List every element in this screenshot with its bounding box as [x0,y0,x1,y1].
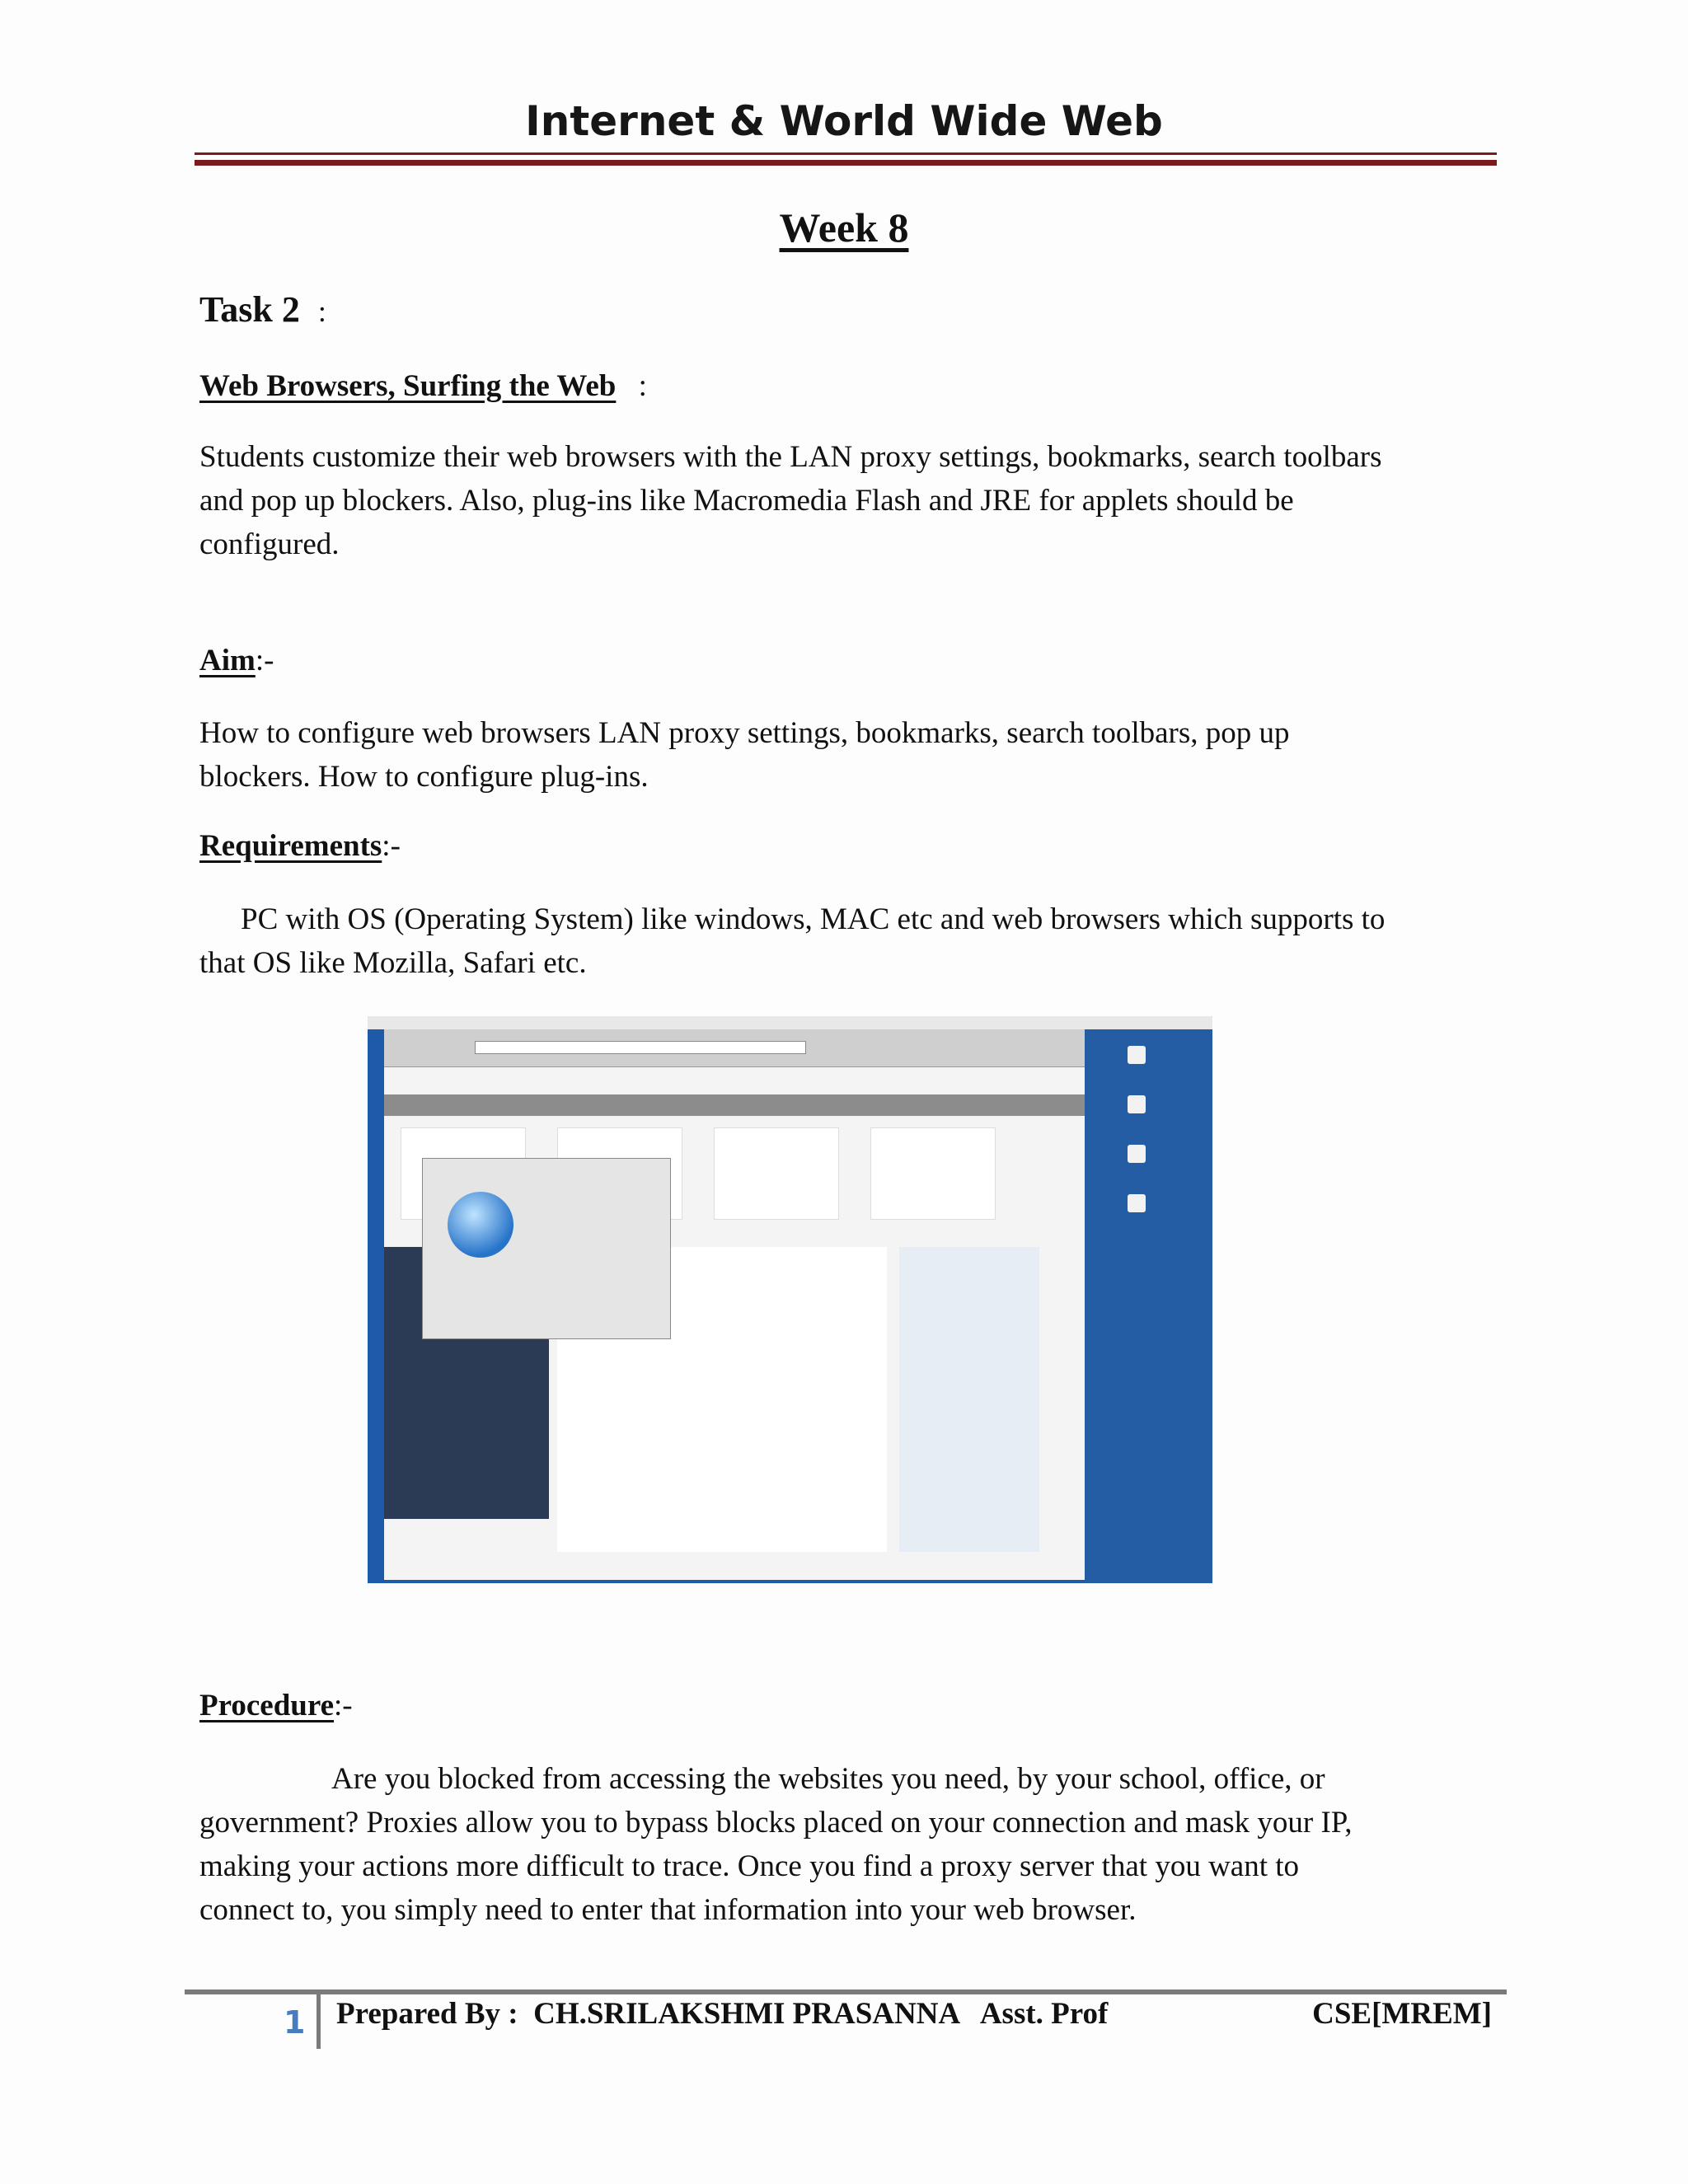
requirements-heading-suffix: :- [382,829,401,863]
disk-icon [1128,1145,1146,1163]
aim-line: How to configure web browsers LAN proxy settings, bookmarks, search toolbars, pop up [199,716,1290,750]
requirements-paragraph [199,898,1485,985]
screenshot-address-bar [475,1041,806,1054]
document-header-title: Internet & World Wide Web [525,97,1163,145]
week-title: Week 8 [779,204,909,251]
web-browsers-heading [199,368,647,404]
globe-icon [448,1192,513,1258]
task-colon: : [317,295,326,328]
app-icon [1128,1095,1146,1113]
aim-heading-suffix: :- [255,644,274,677]
web-browsers-line: configured. [199,527,340,561]
drive-icon [1128,1046,1146,1064]
screenshot-popup-dialog [422,1158,671,1339]
procedure-heading-suffix: :- [334,1689,353,1722]
footer-prepared-by: Prepared By : CH.SRILAKSHMI PRASANNA Asst. Prof [336,1997,1109,2031]
procedure-line: making your actions more difficult to trace. Once you find a proxy server that you want to [199,1849,1300,1883]
procedure-line: government? Proxies allow you to bypass blocks placed on your connection and mask your IP, [199,1806,1353,1840]
aim-paragraph [199,711,1485,799]
procedure-heading [199,1688,353,1723]
requirements-heading [199,828,401,864]
screenshot-right-column [899,1247,1039,1552]
requirements-line: that OS like Mozilla, Safari etc. [199,946,587,980]
footer-vertical-bar [316,1993,321,2049]
footer-department: CSE[MREM] [1312,1997,1492,2031]
web-browsers-paragraph [199,435,1485,566]
task-label: Task 2 [199,289,300,330]
screenshot-tile [870,1127,996,1220]
screenshot-menubar [368,1016,1212,1029]
web-browsers-heading-text: Web Browsers, Surfing the Web [199,369,617,403]
requirements-heading-text: Requirements [199,829,382,863]
procedure-paragraph [199,1757,1485,1932]
safari-screenshot-image [368,1016,1212,1583]
task-heading [199,288,326,330]
screenshot-desktop-area [1085,1029,1212,1583]
page-number: 1 [284,2004,306,2041]
folder-icon [1128,1194,1146,1212]
aim-heading [199,643,274,678]
procedure-heading-text: Procedure [199,1689,335,1722]
header-divider [195,152,1497,166]
procedure-line: Are you blocked from accessing the websites you need, by your school, office, or [331,1762,1325,1796]
web-browsers-line: and pop up blockers. Also, plug-ins like Macromedia Flash and JRE for applets should be [199,484,1294,518]
footer-divider [185,1990,1507,1994]
aim-line: blockers. How to configure plug-ins. [199,760,649,794]
procedure-line: connect to, you simply need to enter that information into your web browser. [199,1893,1137,1927]
screenshot-tile [714,1127,839,1220]
requirements-line: PC with OS (Operating System) like windows, MAC etc and web browsers which supports to [241,902,1386,936]
web-browsers-line: Students customize their web browsers with the LAN proxy settings, bookmarks, search toolbars [199,440,1382,474]
web-browsers-heading-colon: : [638,369,647,403]
aim-heading-text: Aim [199,644,256,677]
